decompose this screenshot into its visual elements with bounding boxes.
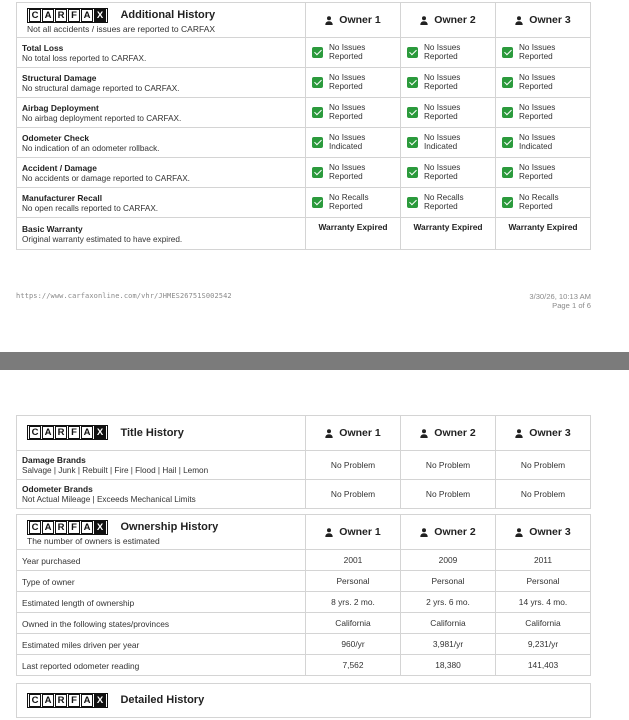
table-row <box>17 218 591 250</box>
row-description: No total loss reported to CARFAX. <box>22 53 147 63</box>
table-row <box>17 68 591 98</box>
check-icon <box>407 47 418 58</box>
value-cell: 3,981/yr <box>401 634 496 655</box>
carfax-logo: C A R F A X <box>27 8 108 23</box>
table-row <box>17 592 591 613</box>
status-cell: No Issues Reported <box>306 158 401 188</box>
section-subtitle: Not all accidents / issues are reported to CARFAX <box>27 23 216 34</box>
value-cell: 2009 <box>401 550 496 571</box>
warranty-cell: Warranty Expired <box>496 218 591 250</box>
status-cell: No Issues Reported <box>496 98 591 128</box>
row-description: Salvage | Junk | Rebuilt | Fire | Flood | Hail | Lemon <box>22 466 209 475</box>
check-icon <box>312 77 323 88</box>
carfax-logo: C A R F A X <box>27 425 108 440</box>
status-cell: No Issues Reported <box>496 158 591 188</box>
additional-history-header <box>17 3 306 38</box>
owner-2-header: Owner 2 <box>401 515 496 550</box>
value-cell: 14 yrs. 4 mo. <box>496 592 591 613</box>
warranty-cell: Warranty Expired <box>401 218 496 250</box>
status-cell: No Recalls Reported <box>496 188 591 218</box>
table-row <box>17 571 591 592</box>
value-cell: 141,403 <box>496 655 591 676</box>
check-icon <box>407 197 418 208</box>
row-label: Last reported odometer reading <box>22 661 140 671</box>
row-label: Type of owner <box>22 577 75 587</box>
table-row <box>17 480 591 509</box>
status-cell: No Issues Reported <box>306 68 401 98</box>
row-title: Airbag Deployment <box>22 102 99 113</box>
section-title: Detailed History <box>120 694 205 707</box>
check-icon <box>312 137 323 148</box>
status-cell: No Issues Reported <box>496 68 591 98</box>
warranty-cell: Warranty Expired <box>306 218 401 250</box>
table-row <box>17 634 591 655</box>
section-subtitle: The number of owners is estimated <box>27 535 160 546</box>
row-description: Not Actual Mileage | Exceeds Mechanical Limits <box>22 495 196 504</box>
value-cell: 18,380 <box>401 655 496 676</box>
section-title: Title History <box>120 426 184 439</box>
print-info <box>529 292 591 310</box>
detailed-history-header <box>17 684 591 718</box>
report-page-1 <box>0 0 629 352</box>
status-cell: No Issues Reported <box>401 68 496 98</box>
table-row <box>17 98 591 128</box>
person-icon <box>325 528 333 537</box>
status-cell: No Recalls Reported <box>306 188 401 218</box>
additional-history-table <box>16 2 591 250</box>
owner-3-header: Owner 3 <box>496 3 591 38</box>
owner-1-header: Owner 1 <box>306 515 401 550</box>
value-cell: No Problem <box>306 480 401 509</box>
check-icon <box>407 167 418 178</box>
person-icon <box>420 429 428 438</box>
check-icon <box>407 107 418 118</box>
value-cell: Personal <box>496 571 591 592</box>
value-cell: 9,231/yr <box>496 634 591 655</box>
value-cell: 7,562 <box>306 655 401 676</box>
value-cell: No Problem <box>401 480 496 509</box>
status-cell: No Issues Indicated <box>401 128 496 158</box>
check-icon <box>312 47 323 58</box>
table-row <box>17 128 591 158</box>
check-icon <box>312 197 323 208</box>
status-cell: No Issues Reported <box>306 38 401 68</box>
owner-2-header: Owner 2 <box>401 3 496 38</box>
row-description: No indication of an odometer rollback. <box>22 143 160 153</box>
value-cell: 2011 <box>496 550 591 571</box>
value-cell: 2001 <box>306 550 401 571</box>
status-cell: No Issues Reported <box>401 98 496 128</box>
status-cell: No Issues Reported <box>401 158 496 188</box>
value-cell: California <box>496 613 591 634</box>
table-row <box>17 38 591 68</box>
row-description: Original warranty estimated to have expired. <box>22 234 183 244</box>
owner-2-header: Owner 2 <box>401 416 496 451</box>
status-cell: No Recalls Reported <box>401 188 496 218</box>
row-title: Odometer Check <box>22 132 90 143</box>
value-cell: 2 yrs. 6 mo. <box>401 592 496 613</box>
value-cell: California <box>401 613 496 634</box>
value-cell: No Problem <box>496 451 591 480</box>
detailed-history-table <box>16 683 591 718</box>
check-icon <box>502 107 513 118</box>
carfax-logo: C A R F A X <box>27 693 108 708</box>
row-description: No airbag deployment reported to CARFAX. <box>22 113 182 123</box>
value-cell: No Problem <box>496 480 591 509</box>
row-label: Year purchased <box>22 556 81 566</box>
table-row <box>17 550 591 571</box>
person-icon <box>515 429 523 438</box>
row-description: No accidents or damage reported to CARFAX. <box>22 173 190 183</box>
row-title: Damage Brands <box>22 455 86 465</box>
report-url: https://www.carfaxonline.com/vhr/JHMES26751S002542 <box>16 292 232 300</box>
status-cell: No Issues Indicated <box>306 128 401 158</box>
carfax-logo: C A R F A X <box>27 520 108 535</box>
title-history-table <box>16 415 591 509</box>
print-datetime: 3/30/26, 10:13 AM <box>529 292 591 301</box>
row-description: No structural damage reported to CARFAX. <box>22 83 180 93</box>
value-cell: California <box>306 613 401 634</box>
row-label: Estimated miles driven per year <box>22 640 140 650</box>
row-title: Manufacturer Recall <box>22 192 103 203</box>
report-page-2 <box>0 370 629 720</box>
row-title: Total Loss <box>22 42 64 53</box>
value-cell: No Problem <box>306 451 401 480</box>
person-icon <box>325 429 333 438</box>
row-title: Accident / Damage <box>22 162 97 173</box>
section-title: Additional History <box>120 9 216 22</box>
page-number: Page 1 of 6 <box>552 301 591 310</box>
row-description: No open recalls reported to CARFAX. <box>22 203 159 213</box>
check-icon <box>502 167 513 178</box>
owner-3-header: Owner 3 <box>496 416 591 451</box>
value-cell: 960/yr <box>306 634 401 655</box>
check-icon <box>407 77 418 88</box>
check-icon <box>407 137 418 148</box>
value-cell: 8 yrs. 2 mo. <box>306 592 401 613</box>
owner-1-header: Owner 1 <box>306 3 401 38</box>
check-icon <box>502 197 513 208</box>
status-cell: No Issues Reported <box>401 38 496 68</box>
page-divider <box>0 352 629 370</box>
section-title: Ownership History <box>120 521 219 534</box>
value-cell: Personal <box>306 571 401 592</box>
check-icon <box>502 77 513 88</box>
owner-1-header: Owner 1 <box>306 416 401 451</box>
table-row <box>17 613 591 634</box>
row-label: Owned in the following states/provinces <box>22 619 170 629</box>
table-row <box>17 655 591 676</box>
person-icon <box>420 528 428 537</box>
table-row <box>17 158 591 188</box>
check-icon <box>312 167 323 178</box>
row-title: Structural Damage <box>22 72 97 83</box>
status-cell: No Issues Indicated <box>496 128 591 158</box>
value-cell: Personal <box>401 571 496 592</box>
owner-3-header: Owner 3 <box>496 515 591 550</box>
ownership-history-header <box>17 515 306 550</box>
status-cell: No Issues Reported <box>496 38 591 68</box>
person-icon <box>325 16 333 25</box>
check-icon <box>312 107 323 118</box>
person-icon <box>420 16 428 25</box>
status-cell: No Issues Reported <box>306 98 401 128</box>
table-row <box>17 451 591 480</box>
person-icon <box>515 528 523 537</box>
title-history-header <box>17 416 306 451</box>
ownership-history-table <box>16 514 591 676</box>
check-icon <box>502 137 513 148</box>
table-row <box>17 188 591 218</box>
person-icon <box>515 16 523 25</box>
row-title: Odometer Brands <box>22 484 93 494</box>
row-title: Basic Warranty <box>22 223 83 234</box>
row-label: Estimated length of ownership <box>22 598 135 608</box>
check-icon <box>502 47 513 58</box>
value-cell: No Problem <box>401 451 496 480</box>
